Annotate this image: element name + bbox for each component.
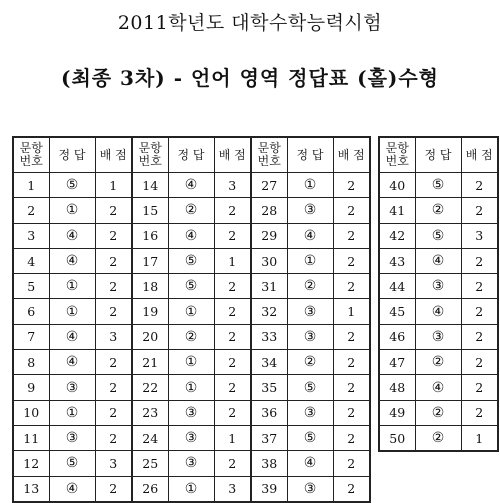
- question-number: 32: [251, 299, 287, 324]
- answer-value: ④: [49, 350, 95, 375]
- points-value: 2: [214, 198, 251, 223]
- points-value: 2: [461, 324, 498, 349]
- question-number: 29: [251, 223, 287, 248]
- points-value: 2: [95, 274, 132, 299]
- question-number: 27: [251, 173, 287, 198]
- table-row: [13, 375, 370, 400]
- points-value: 2: [333, 350, 370, 375]
- question-number: 30: [251, 248, 287, 273]
- points-value: 1: [461, 425, 498, 451]
- answer-value: ④: [415, 299, 461, 324]
- points-value: 2: [95, 223, 132, 248]
- question-number: 40: [379, 173, 415, 198]
- question-number: 42: [379, 223, 415, 248]
- points-value: 2: [214, 299, 251, 324]
- answer-value: ④: [168, 223, 214, 248]
- header-number: 문항번호: [13, 137, 49, 173]
- question-number: 17: [132, 248, 168, 273]
- question-number: 9: [13, 375, 49, 400]
- points-value: 3: [214, 173, 251, 198]
- question-number: 4: [13, 248, 49, 273]
- table-row: [379, 274, 498, 299]
- question-number: 45: [379, 299, 415, 324]
- question-number: 21: [132, 350, 168, 375]
- answer-table-main: [12, 136, 371, 503]
- points-value: 3: [95, 451, 132, 476]
- answer-value: ①: [49, 274, 95, 299]
- answer-value: ③: [49, 375, 95, 400]
- question-number: 8: [13, 350, 49, 375]
- answer-value: ①: [168, 350, 214, 375]
- points-value: 2: [461, 198, 498, 223]
- points-value: 2: [95, 400, 132, 425]
- question-number: 14: [132, 173, 168, 198]
- header-answer: 정 답: [49, 137, 95, 173]
- question-number: 15: [132, 198, 168, 223]
- question-number: 11: [13, 425, 49, 450]
- points-value: 2: [95, 198, 132, 223]
- answer-value: ③: [168, 400, 214, 425]
- question-number: 20: [132, 324, 168, 349]
- answer-value: ⑤: [49, 173, 95, 198]
- table-row: [13, 400, 370, 425]
- points-value: 2: [214, 324, 251, 349]
- answer-value: ④: [287, 451, 333, 476]
- points-value: 1: [214, 248, 251, 273]
- answer-value: ①: [49, 299, 95, 324]
- answer-value: ②: [168, 198, 214, 223]
- header-answer: 정 답: [415, 137, 461, 173]
- question-number: 18: [132, 274, 168, 299]
- points-value: 2: [214, 223, 251, 248]
- points-value: 3: [214, 476, 251, 502]
- points-value: 2: [333, 476, 370, 502]
- table-row: [379, 375, 498, 400]
- points-value: 2: [214, 274, 251, 299]
- question-number: 43: [379, 248, 415, 273]
- question-number: 16: [132, 223, 168, 248]
- answer-value: ⑤: [168, 248, 214, 273]
- header-number: 문항번호: [132, 137, 168, 173]
- table-row: [13, 425, 370, 450]
- points-value: 2: [333, 223, 370, 248]
- points-value: 3: [461, 223, 498, 248]
- points-value: 1: [95, 173, 132, 198]
- answer-value: ③: [287, 198, 333, 223]
- points-value: 2: [95, 476, 132, 502]
- points-value: 2: [333, 375, 370, 400]
- points-value: 2: [333, 451, 370, 476]
- question-number: 12: [13, 451, 49, 476]
- question-number: 22: [132, 375, 168, 400]
- answer-value: ②: [287, 350, 333, 375]
- table-row: [13, 274, 370, 299]
- answer-value: ③: [168, 425, 214, 450]
- question-number: 47: [379, 350, 415, 375]
- answer-value: ③: [287, 299, 333, 324]
- table-row: [13, 248, 370, 273]
- header-points: 배 점: [214, 137, 251, 173]
- question-number: 24: [132, 425, 168, 450]
- answer-value: ①: [168, 375, 214, 400]
- table-row: [379, 400, 498, 425]
- table-row: [379, 350, 498, 375]
- question-number: 36: [251, 400, 287, 425]
- answer-value: ⑤: [415, 223, 461, 248]
- points-value: 2: [333, 425, 370, 450]
- points-value: 2: [333, 400, 370, 425]
- points-value: 2: [461, 299, 498, 324]
- points-value: 2: [95, 299, 132, 324]
- question-number: 49: [379, 400, 415, 425]
- answer-value: ③: [287, 324, 333, 349]
- answer-value: ②: [415, 198, 461, 223]
- points-value: 2: [95, 248, 132, 273]
- table-row: [379, 198, 498, 223]
- answer-value: ④: [49, 223, 95, 248]
- points-value: 2: [214, 400, 251, 425]
- answer-value: ②: [287, 274, 333, 299]
- points-value: 2: [95, 375, 132, 400]
- page-title: 2011학년도 대학수학능력시험: [117, 12, 383, 34]
- page-subtitle: (최종 3차) - 언어 영역 정답표 (홀)수형: [60, 66, 439, 90]
- points-value: 1: [333, 299, 370, 324]
- header-answer: 정 답: [168, 137, 214, 173]
- question-number: 23: [132, 400, 168, 425]
- header-points: 배 점: [333, 137, 370, 173]
- question-number: 48: [379, 375, 415, 400]
- points-value: 2: [214, 350, 251, 375]
- answer-value: ①: [49, 198, 95, 223]
- answer-value: ①: [287, 248, 333, 273]
- answer-value: ③: [287, 400, 333, 425]
- table-row: [379, 425, 498, 451]
- question-number: 25: [132, 451, 168, 476]
- table-row: [13, 173, 370, 198]
- points-value: 1: [214, 425, 251, 450]
- answer-value: ④: [49, 476, 95, 502]
- question-number: 10: [13, 400, 49, 425]
- answer-value: ⑤: [287, 425, 333, 450]
- header-points: 배 점: [95, 137, 132, 173]
- answer-value: ⑤: [287, 375, 333, 400]
- question-number: 44: [379, 274, 415, 299]
- points-value: 2: [214, 451, 251, 476]
- answer-table-side: [378, 136, 499, 452]
- answer-value: ③: [415, 274, 461, 299]
- answer-value: ④: [287, 223, 333, 248]
- table-row: [379, 223, 498, 248]
- answer-value: ⑤: [168, 274, 214, 299]
- answer-value: ④: [49, 324, 95, 349]
- points-value: 2: [461, 350, 498, 375]
- question-number: 50: [379, 425, 415, 451]
- table-row: [13, 451, 370, 476]
- header-number: 문항번호: [251, 137, 287, 173]
- question-number: 39: [251, 476, 287, 502]
- points-value: 2: [461, 248, 498, 273]
- question-number: 1: [13, 173, 49, 198]
- question-number: 5: [13, 274, 49, 299]
- table-row: [13, 198, 370, 223]
- answer-value: ⑤: [49, 451, 95, 476]
- points-value: 2: [333, 274, 370, 299]
- question-number: 26: [132, 476, 168, 502]
- table-row: [13, 299, 370, 324]
- answer-value: ②: [415, 350, 461, 375]
- question-number: 31: [251, 274, 287, 299]
- answer-value: ①: [49, 400, 95, 425]
- points-value: 2: [333, 324, 370, 349]
- question-number: 34: [251, 350, 287, 375]
- table-row: [379, 173, 498, 198]
- answer-value: ③: [287, 476, 333, 502]
- table-row: [13, 476, 370, 502]
- question-number: 41: [379, 198, 415, 223]
- question-number: 6: [13, 299, 49, 324]
- question-number: 46: [379, 324, 415, 349]
- points-value: 2: [461, 274, 498, 299]
- table-row: [379, 248, 498, 273]
- table-row: [13, 324, 370, 349]
- answer-value: ④: [49, 248, 95, 273]
- answer-value: ⑤: [415, 173, 461, 198]
- table-row: [379, 299, 498, 324]
- question-number: 7: [13, 324, 49, 349]
- points-value: 2: [333, 173, 370, 198]
- table-row: [13, 223, 370, 248]
- answer-value: ④: [168, 173, 214, 198]
- points-value: 2: [461, 375, 498, 400]
- answer-value: ①: [168, 299, 214, 324]
- points-value: 2: [95, 425, 132, 450]
- header-answer: 정 답: [287, 137, 333, 173]
- question-number: 19: [132, 299, 168, 324]
- answer-value: ①: [168, 476, 214, 502]
- answer-value: ②: [168, 324, 214, 349]
- header-number: 문항번호: [379, 137, 415, 173]
- header-points: 배 점: [461, 137, 498, 173]
- answer-value: ③: [415, 324, 461, 349]
- table-row: [13, 350, 370, 375]
- question-number: 3: [13, 223, 49, 248]
- answer-value: ④: [415, 375, 461, 400]
- answer-value: ③: [168, 451, 214, 476]
- question-number: 28: [251, 198, 287, 223]
- question-number: 13: [13, 476, 49, 502]
- answer-value: ①: [287, 173, 333, 198]
- points-value: 2: [95, 350, 132, 375]
- answer-value: ②: [415, 425, 461, 451]
- question-number: 35: [251, 375, 287, 400]
- answer-value: ②: [415, 400, 461, 425]
- points-value: 2: [461, 173, 498, 198]
- answer-value: ③: [49, 425, 95, 450]
- points-value: 2: [333, 248, 370, 273]
- answer-value: ④: [415, 248, 461, 273]
- points-value: 3: [95, 324, 132, 349]
- question-number: 38: [251, 451, 287, 476]
- question-number: 33: [251, 324, 287, 349]
- question-number: 2: [13, 198, 49, 223]
- points-value: 2: [214, 375, 251, 400]
- question-number: 37: [251, 425, 287, 450]
- points-value: 2: [333, 198, 370, 223]
- points-value: 2: [461, 400, 498, 425]
- table-row: [379, 324, 498, 349]
